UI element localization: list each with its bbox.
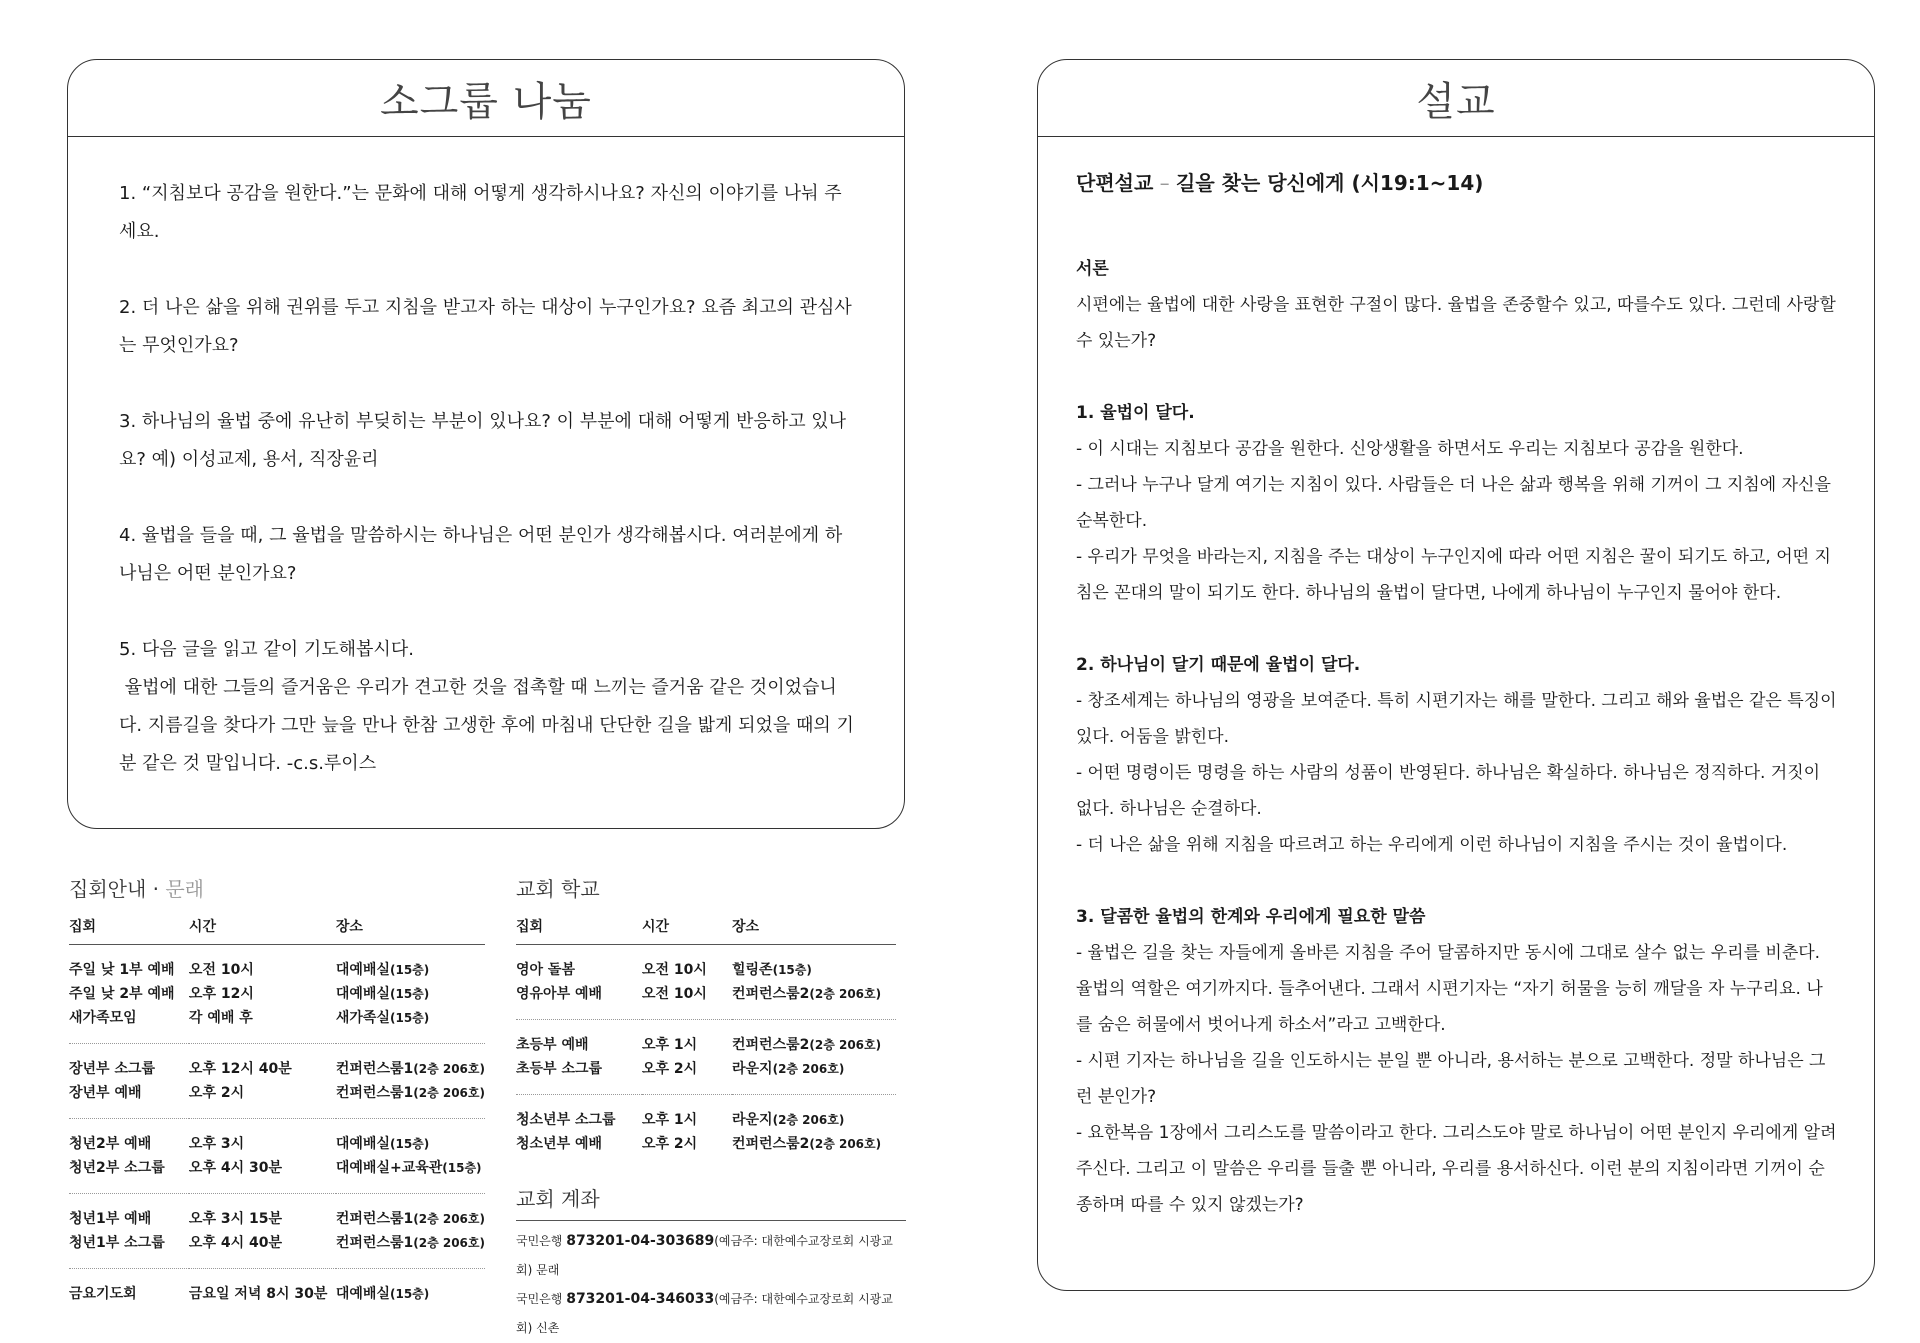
meeting-place <box>732 1056 896 1080</box>
table-row <box>69 1281 485 1305</box>
question-5-quote: 율법에 대한 그들의 즐거움은 우리가 견고한 것을 접촉할 때 느끼는 즐거움 같은 것이었습니다. 지름길을 찾다가 그만 늪을 만나 한참 고생한 후에 마침내 단단한 길을 밟게 되었을 때의 기분 같은 것 말입니다. -c.s.루이스 <box>119 677 854 774</box>
place-floor: (2층 206호) <box>772 1062 845 1076</box>
account-branch: 신촌 <box>536 1321 560 1335</box>
meeting-time: 금요일 저녁 8시 30분 <box>188 1286 328 1302</box>
row-spacer <box>69 1119 485 1132</box>
section-line: - 더 나은 삶을 위해 지침을 따르려고 하는 우리에게 이런 하나님이 지침을 주시는 것이 율법이다. <box>1076 835 1788 855</box>
place-floor: (15층) <box>772 963 812 977</box>
question-4: 4. 율법을 들을 때, 그 율법을 말씀하시는 하나님은 어떤 분인가 생각해봅시다. 여러분에게 하나님은 어떤 분인가요? <box>119 525 843 584</box>
meeting-place <box>336 1155 485 1179</box>
table-row <box>69 957 485 981</box>
small-group-title: 소그룹 나눔 <box>68 60 904 137</box>
section-line: - 우리가 무엇을 바라는지, 지침을 주는 대상이 누구인지에 따라 어떤 지침은 꿀이 되기도 하고, 어떤 지침은 꼰대의 말이 되기도 한다. 하나님의 율법이 달다면, 나에게 하나님이 누구인지 물어야 한다. <box>1076 547 1831 603</box>
sermon-title <box>1076 165 1838 201</box>
account-bank: 국민은행 <box>516 1234 563 1248</box>
place-floor: (2층 206호) <box>413 1212 485 1226</box>
meeting-place <box>336 1080 485 1104</box>
meeting-place <box>336 1056 485 1080</box>
account-row <box>516 1285 906 1343</box>
meeting-time: 오후 2시 <box>188 1085 245 1101</box>
meeting-time: 오후 1시 <box>642 1112 698 1128</box>
account-bank: 국민은행 <box>516 1292 563 1306</box>
table-row <box>69 1080 485 1104</box>
meeting-time: 오후 4시 40분 <box>188 1235 282 1251</box>
meeting-place <box>336 1206 485 1230</box>
row-spacer <box>69 1194 485 1207</box>
row-spacer <box>69 1269 485 1282</box>
col-header-time: 시간 <box>189 914 336 945</box>
col-header-time: 시간 <box>642 914 732 945</box>
col-header-place: 장소 <box>732 914 896 945</box>
question-1: 1. “지침보다 공감을 원한다.”는 문화에 대해 어떻게 생각하시나요? 자신의 이야기를 나눠 주세요. <box>119 183 842 242</box>
meeting-time: 오전 10시 <box>188 962 254 978</box>
question-3: 3. 하나님의 율법 중에 유난히 부딪히는 부분이 있나요? 이 부분에 대해 어떻게 반응하고 있나요? 예) 이성교제, 용서, 직장윤리 <box>119 411 847 470</box>
meeting-name: 초등부 예배 <box>516 1037 589 1053</box>
section-line: - 율법은 길을 찾는 자들에게 올바른 지침을 주어 달콤하지만 동시에 그대로 살수 없는 우리를 비춘다. 율법의 역할은 여기까지다. 들추어낸다. 그래서 시편기자는 “자기 허물을 능히 깨달을 자 누구리요. 나를 숨은 허물에서 벗어나게 하소서”라고 고백한다. <box>1076 943 1823 1035</box>
place-floor: (15층) <box>389 1137 430 1151</box>
meeting-time: 오전 10시 <box>642 986 707 1002</box>
account-number: 873201-04-303689 <box>566 1233 715 1249</box>
place-name: 컨퍼런스룸1 <box>335 1085 414 1101</box>
table-row <box>69 1230 485 1254</box>
place-floor: (15층) <box>389 987 430 1001</box>
meeting-time: 오후 2시 <box>642 1136 698 1152</box>
meeting-place <box>336 1281 485 1305</box>
meetings-title-sep: · <box>146 877 166 901</box>
meeting-place <box>336 957 485 981</box>
place-name: 라운지 <box>732 1112 773 1128</box>
question-2: 2. 더 나은 삶을 위해 권위를 두고 지침을 받고자 하는 대상이 누구인가요? 요즘 최고의 관심사는 무엇인가요? <box>119 297 852 356</box>
dotted-divider <box>69 1254 485 1269</box>
table-row <box>516 957 896 981</box>
meeting-place <box>336 1131 485 1155</box>
section-heading: 3. 달콤한 율법의 한계와 우리에게 필요한 말씀 <box>1076 907 1426 927</box>
place-name: 대예배실 <box>335 1286 390 1302</box>
meeting-time: 오후 12시 <box>188 986 254 1002</box>
meetings-title-text: 집회안내 <box>69 877 147 901</box>
place-name: 라운지 <box>732 1061 773 1077</box>
accounts-section <box>516 1183 906 1343</box>
table-row <box>69 1056 485 1080</box>
row-spacer <box>516 945 896 958</box>
meeting-place <box>732 957 896 981</box>
place-name: 컨퍼런스룸1 <box>335 1235 414 1251</box>
meetings-title <box>69 873 485 902</box>
meeting-name: 청년2부 예배 <box>69 1136 152 1152</box>
place-name: 대예배실 <box>335 986 390 1002</box>
place-floor: (2층 206호) <box>413 1086 485 1100</box>
table-row <box>69 1206 485 1230</box>
sermon-section-3 <box>1076 899 1838 1223</box>
place-name: 컨퍼런스룸2 <box>732 1136 810 1152</box>
meeting-place <box>336 1230 485 1254</box>
place-name: 컨퍼런스룸2 <box>732 1037 810 1053</box>
sermon-section-2 <box>1076 647 1838 863</box>
section-line: - 시편 기자는 하나님을 길을 인도하시는 분일 뿐 아니라, 용서하는 분으로 고백한다. 정말 하나님은 그런 분인가? <box>1076 1051 1826 1107</box>
account-holder: (예금주: 대한예수교장로회 시광교회) <box>516 1292 893 1335</box>
question-5-title: 5. 다음 글을 읽고 같이 기도해봅시다. <box>119 639 414 660</box>
section-line: - 어떤 명령이든 명령을 하는 사람의 성품이 반영된다. 하나님은 확실하다. 하나님은 정직하다. 거짓이 없다. 하나님은 순결하다. <box>1076 763 1821 819</box>
place-floor: (15층) <box>389 1011 430 1025</box>
table-row <box>516 1032 896 1056</box>
meeting-name: 금요기도회 <box>69 1286 137 1302</box>
dotted-divider <box>69 1029 485 1044</box>
table-row <box>516 981 896 1005</box>
dotted-divider <box>69 1104 485 1119</box>
meeting-name: 청소년부 소그룹 <box>516 1112 616 1128</box>
school-section <box>516 873 896 1155</box>
meeting-name: 주일 낮 2부 예배 <box>69 986 175 1002</box>
dotted-divider <box>516 1005 896 1020</box>
meeting-name: 장년부 소그룹 <box>69 1061 156 1077</box>
meeting-name: 청년1부 소그룹 <box>69 1235 165 1251</box>
section-line: - 그러나 누구나 달게 여기는 지침이 있다. 사람들은 더 나은 삶과 행복을 위해 기꺼이 그 지침에 자신을 순복한다. <box>1076 475 1831 531</box>
place-floor: (2층 206호) <box>809 1038 882 1052</box>
dotted-divider <box>69 1179 485 1194</box>
meeting-name: 초등부 소그룹 <box>516 1061 603 1077</box>
place-name: 새가족실 <box>335 1010 390 1026</box>
section-line: - 이 시대는 지침보다 공감을 원한다. 신앙생활을 하면서도 우리는 지침보다 공감을 원한다. <box>1076 439 1744 459</box>
meeting-name: 청소년부 예배 <box>516 1136 603 1152</box>
table-row <box>69 981 485 1005</box>
sermon-label: 단편설교 <box>1076 171 1154 195</box>
place-name: 컨퍼런스룸1 <box>335 1211 414 1227</box>
account-row <box>516 1227 906 1285</box>
place-name: 힐링존 <box>732 962 773 978</box>
meeting-place <box>732 1032 896 1056</box>
table-row <box>69 1155 485 1179</box>
account-branch: 문래 <box>536 1263 560 1277</box>
meeting-time: 오후 2시 <box>642 1061 698 1077</box>
meeting-place <box>336 1005 485 1029</box>
place-name: 컨퍼런스룸2 <box>732 986 810 1002</box>
meeting-time: 오후 12시 40분 <box>188 1061 292 1077</box>
school-rows <box>516 945 896 1156</box>
place-floor: (2층 206호) <box>413 1062 485 1076</box>
meetings-rows <box>69 945 485 1306</box>
meeting-name: 영유아부 예배 <box>516 986 603 1002</box>
place-floor: (2층 206호) <box>809 1137 882 1151</box>
question-5 <box>119 631 856 783</box>
col-header-place: 장소 <box>336 914 485 945</box>
table-row <box>516 1131 896 1155</box>
meeting-time: 오후 1시 <box>642 1037 698 1053</box>
place-floor: (15층) <box>442 1161 482 1175</box>
col-header-meeting: 집회 <box>69 914 189 945</box>
section-line: - 창조세계는 하나님의 영광을 보여준다. 특히 시편기자는 해를 말한다. 그리고 해와 율법은 같은 특징이 있다. 어둠을 밝힌다. <box>1076 691 1837 747</box>
question-list <box>68 137 904 783</box>
meeting-place <box>732 1131 896 1155</box>
sermon-title-text: 길을 찾는 당신에게 (시19:1~14) <box>1176 171 1484 195</box>
account-holder: (예금주: 대한예수교장로회 시광교회) <box>516 1234 893 1277</box>
table-row <box>516 1107 896 1131</box>
meeting-name: 주일 낮 1부 예배 <box>69 962 175 978</box>
meeting-place <box>732 981 896 1005</box>
place-floor: (2층 206호) <box>809 987 882 1001</box>
sermon-body <box>1038 137 1874 1223</box>
place-floor: (2층 206호) <box>772 1113 845 1127</box>
school-table <box>516 914 896 1155</box>
sermon-intro <box>1076 251 1838 359</box>
row-spacer <box>516 1020 896 1033</box>
meeting-place <box>732 1107 896 1131</box>
intro-text: 시편에는 율법에 대한 사랑을 표현한 구절이 많다. 율법을 존중할수 있고, 따를수도 있다. 그런데 사랑할수 있는가? <box>1076 295 1836 351</box>
meeting-time: 오후 3시 <box>188 1136 245 1152</box>
section-line: - 요한복음 1장에서 그리스도를 말씀이라고 한다. 그리스도야 말로 하나님이 어떤 분인지 우리에게 알려주신다. 그리고 이 말씀은 우리를 들출 뿐 아니라, 우리를 용서하신다. 이런 분의 지침이라면 기꺼이 순종하며 따를 수 있지 않겠는가? <box>1076 1123 1837 1215</box>
place-name: 컨퍼런스룸1 <box>335 1061 414 1077</box>
meetings-title-accent: 문래 <box>165 877 204 901</box>
table-row <box>516 1056 896 1080</box>
sermon-panel-title: 설교 <box>1038 60 1874 137</box>
sermon-section-1 <box>1076 395 1838 611</box>
accounts-title: 교회 계좌 <box>516 1183 906 1221</box>
meeting-place <box>336 981 485 1005</box>
dotted-divider <box>516 1080 896 1095</box>
meetings-section <box>69 873 485 1305</box>
place-floor: (15층) <box>389 963 430 977</box>
intro-heading: 서론 <box>1076 259 1109 279</box>
small-group-panel <box>67 59 905 829</box>
meeting-name: 청년2부 소그룹 <box>69 1160 165 1176</box>
meeting-time: 오전 10시 <box>642 962 707 978</box>
row-spacer <box>516 1095 896 1108</box>
place-floor: (15층) <box>389 1287 430 1301</box>
account-number: 873201-04-346033 <box>566 1291 715 1307</box>
col-header-meeting: 집회 <box>516 914 642 945</box>
table-row <box>69 1131 485 1155</box>
section-heading: 2. 하나님이 달기 때문에 율법이 달다. <box>1076 655 1361 675</box>
meeting-name: 청년1부 예배 <box>69 1211 152 1227</box>
place-name: 대예배실 <box>335 962 390 978</box>
place-name: 대예배실+교육관 <box>335 1160 443 1176</box>
meeting-time: 오후 4시 30분 <box>188 1160 282 1176</box>
meeting-time: 각 예배 후 <box>188 1010 253 1026</box>
table-row <box>69 1005 485 1029</box>
school-title: 교회 학교 <box>516 877 600 901</box>
meeting-time: 오후 3시 15분 <box>188 1211 282 1227</box>
place-name: 대예배실 <box>335 1136 390 1152</box>
meetings-table <box>69 914 485 1305</box>
sermon-dash: – <box>1153 171 1176 195</box>
meeting-name: 새가족모임 <box>69 1010 137 1026</box>
row-spacer <box>69 945 485 958</box>
meeting-name: 장년부 예배 <box>69 1085 142 1101</box>
row-spacer <box>69 1044 485 1057</box>
meeting-name: 영아 돌봄 <box>516 962 575 978</box>
sermon-panel <box>1037 59 1875 1291</box>
section-heading: 1. 율법이 달다. <box>1076 403 1195 423</box>
place-floor: (2층 206호) <box>413 1236 485 1250</box>
